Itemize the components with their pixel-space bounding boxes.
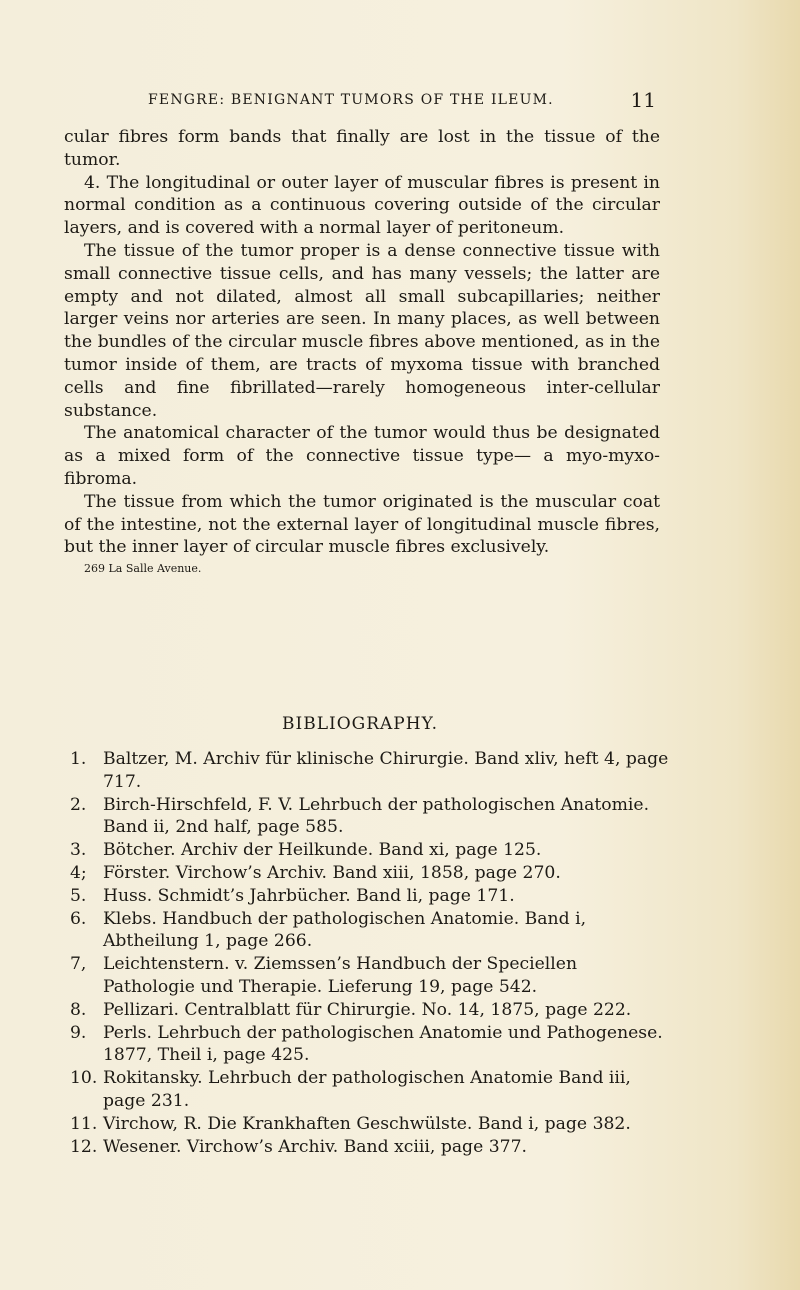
entry-text: Virchow, R. Die Krankhaften Geschwülste. Band i, page 382. (103, 1113, 631, 1134)
entry-number: 3. (70, 840, 87, 861)
bibliography-entry (70, 999, 670, 1022)
entry-number: 1. (70, 749, 87, 769)
entry-text: Bötcher. Archiv der Heilkunde. Band xi, page 125. (103, 840, 542, 861)
bibliography-entry (70, 1022, 670, 1068)
bibliography-entry (70, 748, 670, 794)
author-address: 269 La Salle Avenue. (84, 562, 202, 576)
entry-text: Pellizari. Centralblatt für Chirurgie. No. 14, 1875, page 222. (103, 999, 632, 1020)
running-title: FENGRE: BENIGNANT TUMORS OF THE ILEUM. (148, 92, 554, 108)
bibliography-title: BIBLIOGRAPHY. (282, 714, 438, 734)
entry-text: Leichtenstern. v. Ziemssen’s Handbuch der Speciellen Pathologie und Therapie. Lieferung 19, page 542. (103, 954, 578, 997)
entry-text: Birch-Hirschfeld, F. V. Lehrbuch der pathologischen Anatomie. Band ii, 2nd half, page 585. (103, 794, 650, 838)
bibliography-entry (70, 1113, 670, 1136)
running-header (148, 88, 656, 112)
entry-text: Förster. Virchow’s Archiv. Band xiii, 1858, page 270. (103, 862, 561, 883)
entry-number: 4; (70, 862, 87, 883)
bibliography-entry (70, 885, 670, 908)
entry-text: Perls. Lehrbuch der pathologischen Anatomie und Pathogenese. 1877, Theil i, page 425. (103, 1022, 663, 1066)
entry-number: 12. (70, 1136, 98, 1157)
entry-number: 10. (70, 1068, 98, 1089)
entry-number: 8. (70, 999, 87, 1020)
paragraph: cular fibres form bands that finally are lost in the tissue of the tumor. (64, 127, 660, 170)
entry-number: 2. (70, 794, 87, 815)
entry-number: 11. (70, 1113, 98, 1134)
paragraph: The anatomical character of the tumor would thus be designated as a mixed form of the connective tissue type— a myo-myxo-fibroma. (64, 423, 660, 489)
bibliography-list (70, 748, 670, 1158)
bibliography-entry (70, 1136, 670, 1159)
bibliography-entry (70, 839, 670, 862)
page-number: 11 (630, 88, 656, 112)
bibliography-entry (70, 1067, 670, 1113)
entry-number: 7, (70, 954, 87, 975)
entry-number: 5. (70, 885, 87, 906)
entry-text: Klebs. Handbuch der pathologischen Anatomie. Band i, Abtheilung 1, page 266. (103, 908, 587, 952)
entry-text: Rokitansky. Lehrbuch der pathologischen Anatomie Band iii, page 231. (103, 1068, 631, 1111)
entry-number: 9. (70, 1022, 87, 1043)
entry-text: Baltzer, M. Archiv für klinische Chirurgie. Band xliv, heft 4, page 717. (103, 749, 669, 792)
bibliography-entry (70, 908, 670, 954)
paragraph: The tissue of the tumor proper is a dense connective tissue with small connective tissue cells, and has many vessels; the latter are empty and not dilated, almost all small subcapillaries; neither larger veins nor arteries are seen. In many places, as well between the bundles of the circular muscle fibres above mentioned, as in the tumor inside of them, are tracts of myxoma tissue with branched cells and fine fibrillated—rarely homogeneous inter-cellular substance. (64, 240, 660, 421)
body-text (64, 126, 660, 576)
paragraph: The tissue from which the tumor originated is the muscular coat of the intestine, not the external layer of longitudinal muscle fibres, but the inner layer of circular muscle fibres exclusively. (64, 491, 660, 558)
entry-text: Wesener. Virchow’s Archiv. Band xciii, page 377. (103, 1136, 527, 1157)
entry-text: Huss. Schmidt’s Jahrbücher. Band li, page 171. (103, 885, 515, 906)
bibliography-entry (70, 953, 670, 999)
paragraph: 4. The longitudinal or outer layer of muscular fibres is present in normal condition as a continuous covering outside of the circular layers, and is covered with a normal layer of peritoneum. (64, 172, 660, 239)
entry-number: 6. (70, 908, 87, 929)
bibliography-entry (70, 794, 670, 840)
bibliography-entry (70, 862, 670, 885)
